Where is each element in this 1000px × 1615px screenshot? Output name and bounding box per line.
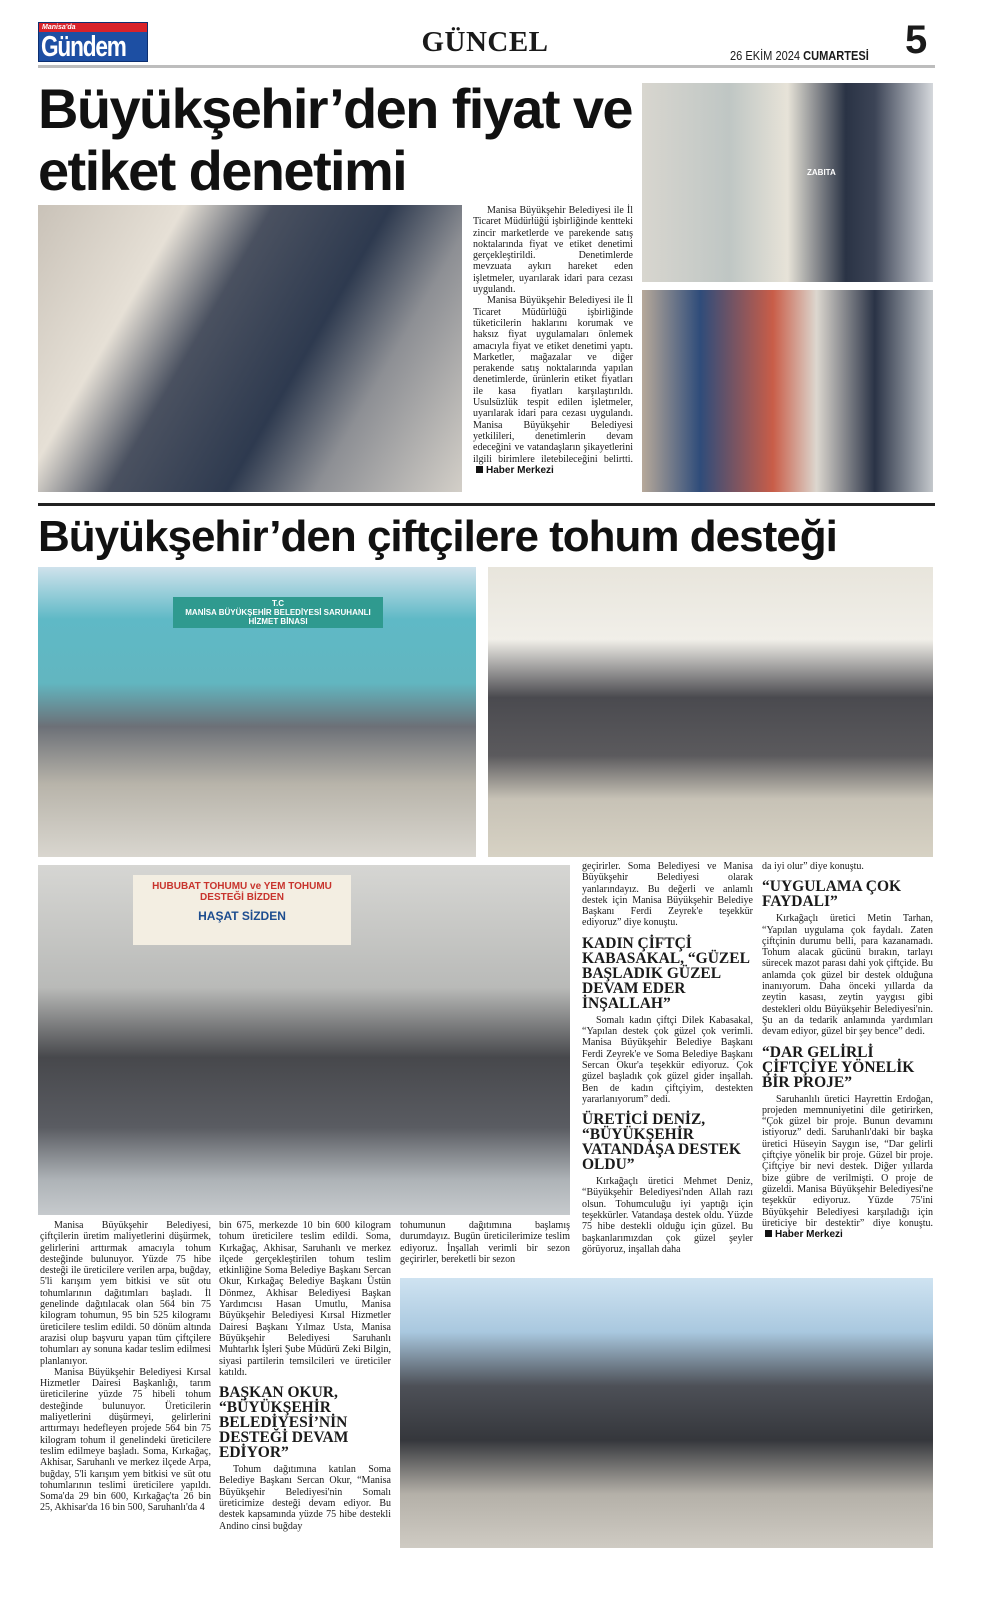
article2-paragraph: da iyi olur” diye konuştu. bbox=[762, 861, 864, 872]
section-title: GÜNCEL bbox=[421, 26, 549, 58]
section-divider bbox=[38, 503, 935, 506]
subheading-dar-gelirli: “DAR GELİRLİ ÇİFTÇİYE YÖNELİK BİR PROJE” bbox=[762, 1043, 915, 1091]
article2-paragraph: Manisa Büyükşehir Belediyesi, çiftçilerin üretim maliyetlerini düşürmek, gelirlerini arttırmak amacıyla tohum desteğinde bulunuyor. Yüzde 75 hibe desteği ile üreticilere verilen arpa, buğday, 5'li karışım yem bitkisi ve süt otu tohumlarının dağıtımları başladı. İl genelinde dağıtılacak olan 564 bin 75 kilogram tohumun, 95 bin 525 kilogramı üreticilere teslim edildi. 50 dönüm altında arazisi olup başvuru yapan tüm çiftçilere tohumları ay sonuna kadar teslim edilmesi planlanıyor. bbox=[40, 1220, 211, 1367]
subheading-tarhan: “UYGULAMA ÇOK FAYDALI” bbox=[762, 878, 902, 911]
campaign-banner-line2: HAŞAT SİZDEN bbox=[198, 909, 286, 923]
article2-photo-truck bbox=[38, 865, 570, 1215]
article1-body bbox=[473, 205, 633, 476]
article2-paragraph: Tohum dağıtımına katılan Soma Belediye Başkanı Sercan Okur, “Manisa Büyükşehir Belediyesi'nin Somalı üreticimize desteği devam ediyor. Bu destek kapsamında yüzde 75 hibe destekli Andino cinsi buğday bbox=[219, 1464, 391, 1532]
campaign-banner bbox=[133, 875, 351, 945]
article1-paragraph bbox=[473, 295, 633, 476]
header-rule bbox=[38, 65, 935, 68]
article1-byline: Haber Merkezi bbox=[473, 465, 554, 476]
subheading-deniz: ÜRETİCİ DENİZ, “BÜYÜKŞEHİR VATANDAŞA DESTEK OLDU” bbox=[582, 1111, 741, 1174]
building-sign-tc: T.C bbox=[272, 599, 284, 608]
article2-paragraph: tohumunun dağıtımına başlamış durumdayız. Bugün üreticilerimize teslim ediyoruz. İnşallah verimli bir sezon geçirirler, bereketli bir sezon bbox=[400, 1220, 570, 1265]
article2-paragraph: Kırkağaçlı üretici Mehmet Deniz, “Büyükşehir Belediyesi'nden Allah razı olsun. Tohumculuğu iyi yaptığı için teşekkürler. Vatandaşa destek oldu. Yüzde 75 hibe destekli olduğu için güzel. Bu başkanlarımızdan çok güzel şeyler görüyoruz, inşallah daha bbox=[582, 1176, 753, 1255]
issue-date bbox=[730, 48, 869, 63]
article1-photo-market bbox=[642, 83, 933, 282]
article2-column-2 bbox=[219, 1220, 391, 1552]
article2-paragraph bbox=[762, 1094, 933, 1241]
subheading-okur: BAŞKAN OKUR, “BÜYÜKŞEHİR BELEDİYESİ’NİN DESTEĞİ DEVAM EDİYOR” bbox=[219, 1384, 349, 1462]
logo-city: Manisa'da bbox=[39, 23, 147, 32]
article1-paragraph: Manisa Büyükşehir Belediyesi ile İl Ticaret Müdürlüğü işbirliğinde kentteki zincir marketlerde ve parekende satış noktalarında fiyat ve etiket denetimi gerçekleştirildi. Denetimlerde mevzuata aykırı hareket eden işletmeler, uyarılarak idari para cezası uygulandı. bbox=[473, 205, 633, 296]
page-number: 5 bbox=[905, 18, 928, 62]
zabita-sign: ZABITA bbox=[807, 168, 836, 177]
day-text: CUMARTESİ bbox=[803, 48, 869, 63]
campaign-banner-line1: HUBUBAT TOHUMU ve YEM TOHUMU DESTEĞİ BİZDEN bbox=[152, 881, 332, 903]
subheading-kabasakal: KADIN ÇİFTÇİ KABASAKAL, “GÜZEL BAŞLADIK GÜZEL DEVAM EDER İNŞALLAH” bbox=[582, 934, 750, 1012]
article2-column-1 bbox=[40, 1220, 211, 1552]
article1-photo-main bbox=[38, 205, 462, 492]
logo-name: Gündem bbox=[41, 31, 126, 63]
article1-headline: Büyükşehir’den fiyat ve etiket denetimi bbox=[38, 77, 632, 202]
article2-headline: Büyükşehir’den çiftçilere tohum desteği bbox=[38, 512, 837, 561]
article2-paragraph: bin 675, merkezde 10 bin 600 kilogram tohum üreticilere teslim edildi. Soma, Kırkağaç, Akhisar, Saruhanlı ve merkez ilçede gerçekleştirilen tohum teslim etkinliğine Soma Belediye Başkanı Sercan Okur, Kırkağaç Belediye Başkanı Üstün Dönmez, Akhisar Belediyesi Başkan Yardımcısı Hasan Umutlu, Manisa Büyükşehir Belediyesi Kırsal Hizmetler Dairesi Başkanı Yılmaz Usta, Manisa Büyükşehir Belediyesi Saruhanlı Muhtarlık İşleri Şube Müdürü Zeki Bilgin, siyasi partilerin temsilcileri ve üreticiler katıldı. bbox=[219, 1220, 391, 1378]
article2-photo-building bbox=[38, 567, 476, 857]
article2-column-3 bbox=[400, 1220, 570, 1270]
article2-paragraph: geçirirler. Soma Belediyesi ve Manisa Büyükşehir Belediyesi olarak yanlarındayız. Bu değerli ve anlamlı destek için Manisa Büyükşehir Belediye Başkanı Ferdi Zeyrek'e teşekkür ediyoruz” diye konuştu. bbox=[582, 861, 753, 929]
article1-paragraph-text: Manisa Büyükşehir Belediyesi ile İl Ticaret Müdürlüğü işbirliğinde tüketicilerin haklarını korumak ve haksız fiyat uygulamaları önlemek amacıyla fiyat ve etiket denetimi yaptı. Marketler, mağazalar ve diğer perakende satış noktalarında yapılan denetimlerde, ürünlerin etiket fiyatları ile kasa fiyatları karşılaştırıldı. Usulsüzlük tespit edilen işletmeler, uyarılarak idari para cezası uygulandı. Manisa Büyükşehir Belediyesi yetkilileri, denetimlerin devam edeceğini ve vatandaşların şikayetlerini ilgili birimlere iletebileceğini belirtti. bbox=[473, 295, 633, 465]
building-sign bbox=[173, 597, 383, 628]
article2-byline: Haber Merkezi bbox=[762, 1229, 843, 1240]
date-text: 26 EKİM 2024 bbox=[730, 48, 801, 63]
article2-photo-delivery bbox=[400, 1278, 933, 1548]
article2-paragraph: Manisa Büyükşehir Belediyesi Kırsal Hizmetler Dairesi Başkanlığı, tarım üreticilerine yüzde 75 hibeli tohum desteğinde bulunuyor. Üreticilerin maliyetlerini düşürmeyi, gelirlerini arttırmayı hedefleyen projede 564 bin 75 kilogram tohum il genelindeki üreticilere teslim edilmeye başladı. Soma, Kırkağaç, Akhisar, Saruhanlı ve merkez ilçede Arpa, buğday, 5'li karışım yem bitkisi ve süt otu tohumlarının teslimi üreticilere yapıldı. Soma'da 29 bin 600, Kırkağaç'ta 26 bin 25, Akhisar'da 16 bin 500, Saruhanlı'da 4 bbox=[40, 1366, 211, 1514]
article2-column-4 bbox=[582, 861, 753, 1273]
article2-photo-group bbox=[488, 567, 933, 857]
article2-paragraph: Kırkağaçlı üretici Metin Tarhan, “Yapılan uygulama çok faydalı. Zaten çiftçinin durumu belli, para kazanamadı. Tohum alacak gücünü bırakın, tarlayı sürecek mazot parası dahi yok çiftçide. Bu anlamda çok güzel bir destek olduğuna inanıyorum. Daha önceki yıllarda da zeytin kasası, zeytin yaygısı gibi destekleri oldu Büyükşehir Belediyesi'nin. Şu an da tedarik anlamında yardımları devam ediyor, güzel bir şey bence” dedi. bbox=[762, 913, 933, 1038]
article1-photo-checkout bbox=[642, 290, 933, 492]
article2-paragraph-text: Saruhanlılı üretici Hayrettin Erdoğan, projeden memnuniyetini dile getirirken, “Çok güzel bir proje. Bunun devamını istiyoruz” dedi. Saruhanlı'daki bir başka üretici Hüseyin Saygın ise, “Dar gelirli çiftçiye yönelik bir proje. Güzel bir proje. Çiftçiye bir nevi destek. Diğer yıllarda bize gübre de verilmişti. O proje de güzeldi. Manisa Büyükşehir Belediyesi'ne teşekkür ediyoruz. Yüzde 75'ini Büyükşehir Belediyesi karşıladığı için üreticiye bir destektir” diye konuştu. bbox=[762, 1093, 933, 1229]
article2-column-5 bbox=[762, 861, 933, 1240]
article2-paragraph: Somalı kadın çiftçi Dilek Kabasakal, “Yapılan destek çok güzel çok verimli. Manisa Büyükşehir Belediye Başkanı Ferdi Zeyrek'e ve Soma Belediye Başkanı Sercan Okur'a teşekkür ediyoruz. Çok güzel başladık çok güzel gider inşallah. Ben de kadın çiftçiyim, destekten yararlanıyorum” dedi. bbox=[582, 1014, 753, 1105]
building-sign-text: MANİSA BÜYÜKŞEHİR BELEDİYESİ SARUHANLI HİZMET BİNASI bbox=[185, 608, 371, 626]
